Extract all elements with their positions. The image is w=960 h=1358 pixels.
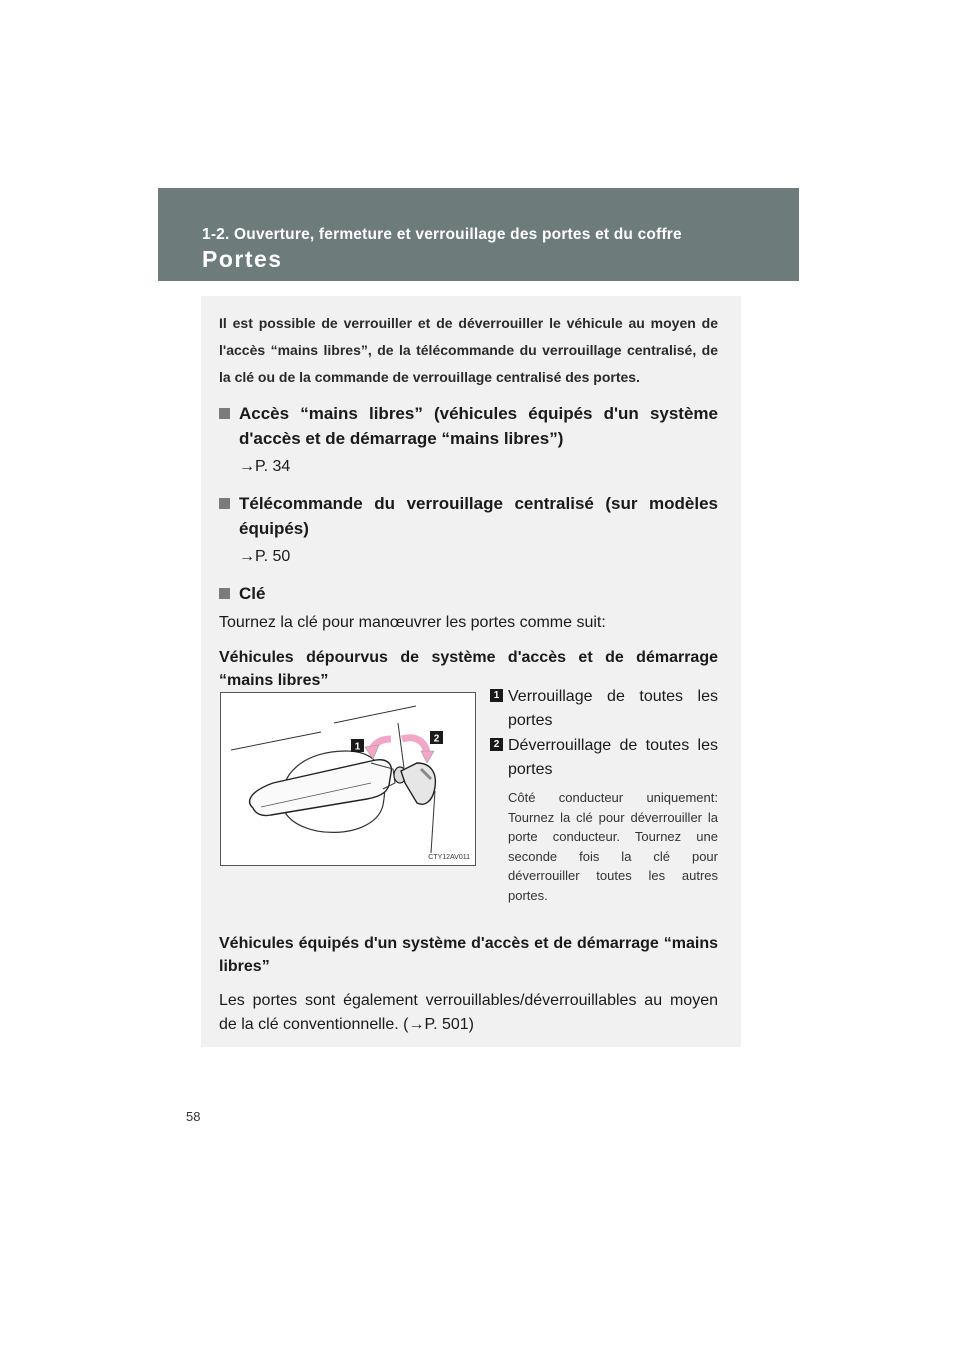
reference-link[interactable]: →P. 34 [239,458,291,475]
heading-remote: Télécommande du verrouillage centralisé (sur modèles équipés) [219,491,718,541]
content-body [219,310,718,692]
key-instructions: Tournez la clé pour manœuvrer les portes comme suit: [219,614,606,631]
driver-side-note: Côté conducteur uniquement: Tournez la clé pour déverrouiller la porte conducteur. Tournez une seconde fois la clé pour déverrouiller toutes les autres portes. [508,790,718,903]
callout-label-1: 1 [354,741,361,753]
content-body-lower [219,932,718,1037]
subheading-without-system: Véhicules dépourvus de système d'accès et de démarrage “mains libres” [219,649,718,689]
page-title: Portes [202,246,283,272]
subheading-with-system: Véhicules équipés d'un système d'accès et de démarrage “mains libres” [219,935,718,975]
square-bullet-icon [219,408,230,419]
page-number: 58 [186,1109,201,1124]
square-bullet-icon [219,498,230,509]
number-badge: 1 [490,689,503,702]
callout-label-2: 2 [433,733,440,745]
reference-link[interactable]: →P. 50 [239,548,291,565]
legend-item-2 [490,734,718,782]
door-handle-drawing [221,693,475,865]
heading-key: Clé [219,581,718,606]
legend-text: Verrouillage de toutes les portes [508,688,718,729]
figure-code: CTY12AV011 [428,854,470,861]
heading-hands-free: Accès “mains libres” (véhicules équipés d'un système d'accès et de démarrage “mains libres”) [219,401,718,451]
legend-item-1 [490,685,718,733]
intro-paragraph: Il est possible de verrouiller et de déverrouiller le véhicule au moyen de l'accès “mains libres”, de la télécommande du verrouillage centralisé, de la clé ou de la commande de verrouillage centralisé des portes. [219,315,718,385]
legend-text: Déverrouillage de toutes les portes [508,737,718,778]
section-header [158,188,799,281]
door-handle-illustration [220,692,476,866]
section-title: 1-2. Ouverture, fermeture et verrouillage des portes et du coffre [202,226,682,243]
number-badge: 2 [490,738,503,751]
square-bullet-icon [219,588,230,599]
final-paragraph: Les portes sont également verrouillables/déverrouillables au moyen de la clé conventionnelle. (→P. 501) [219,992,718,1033]
